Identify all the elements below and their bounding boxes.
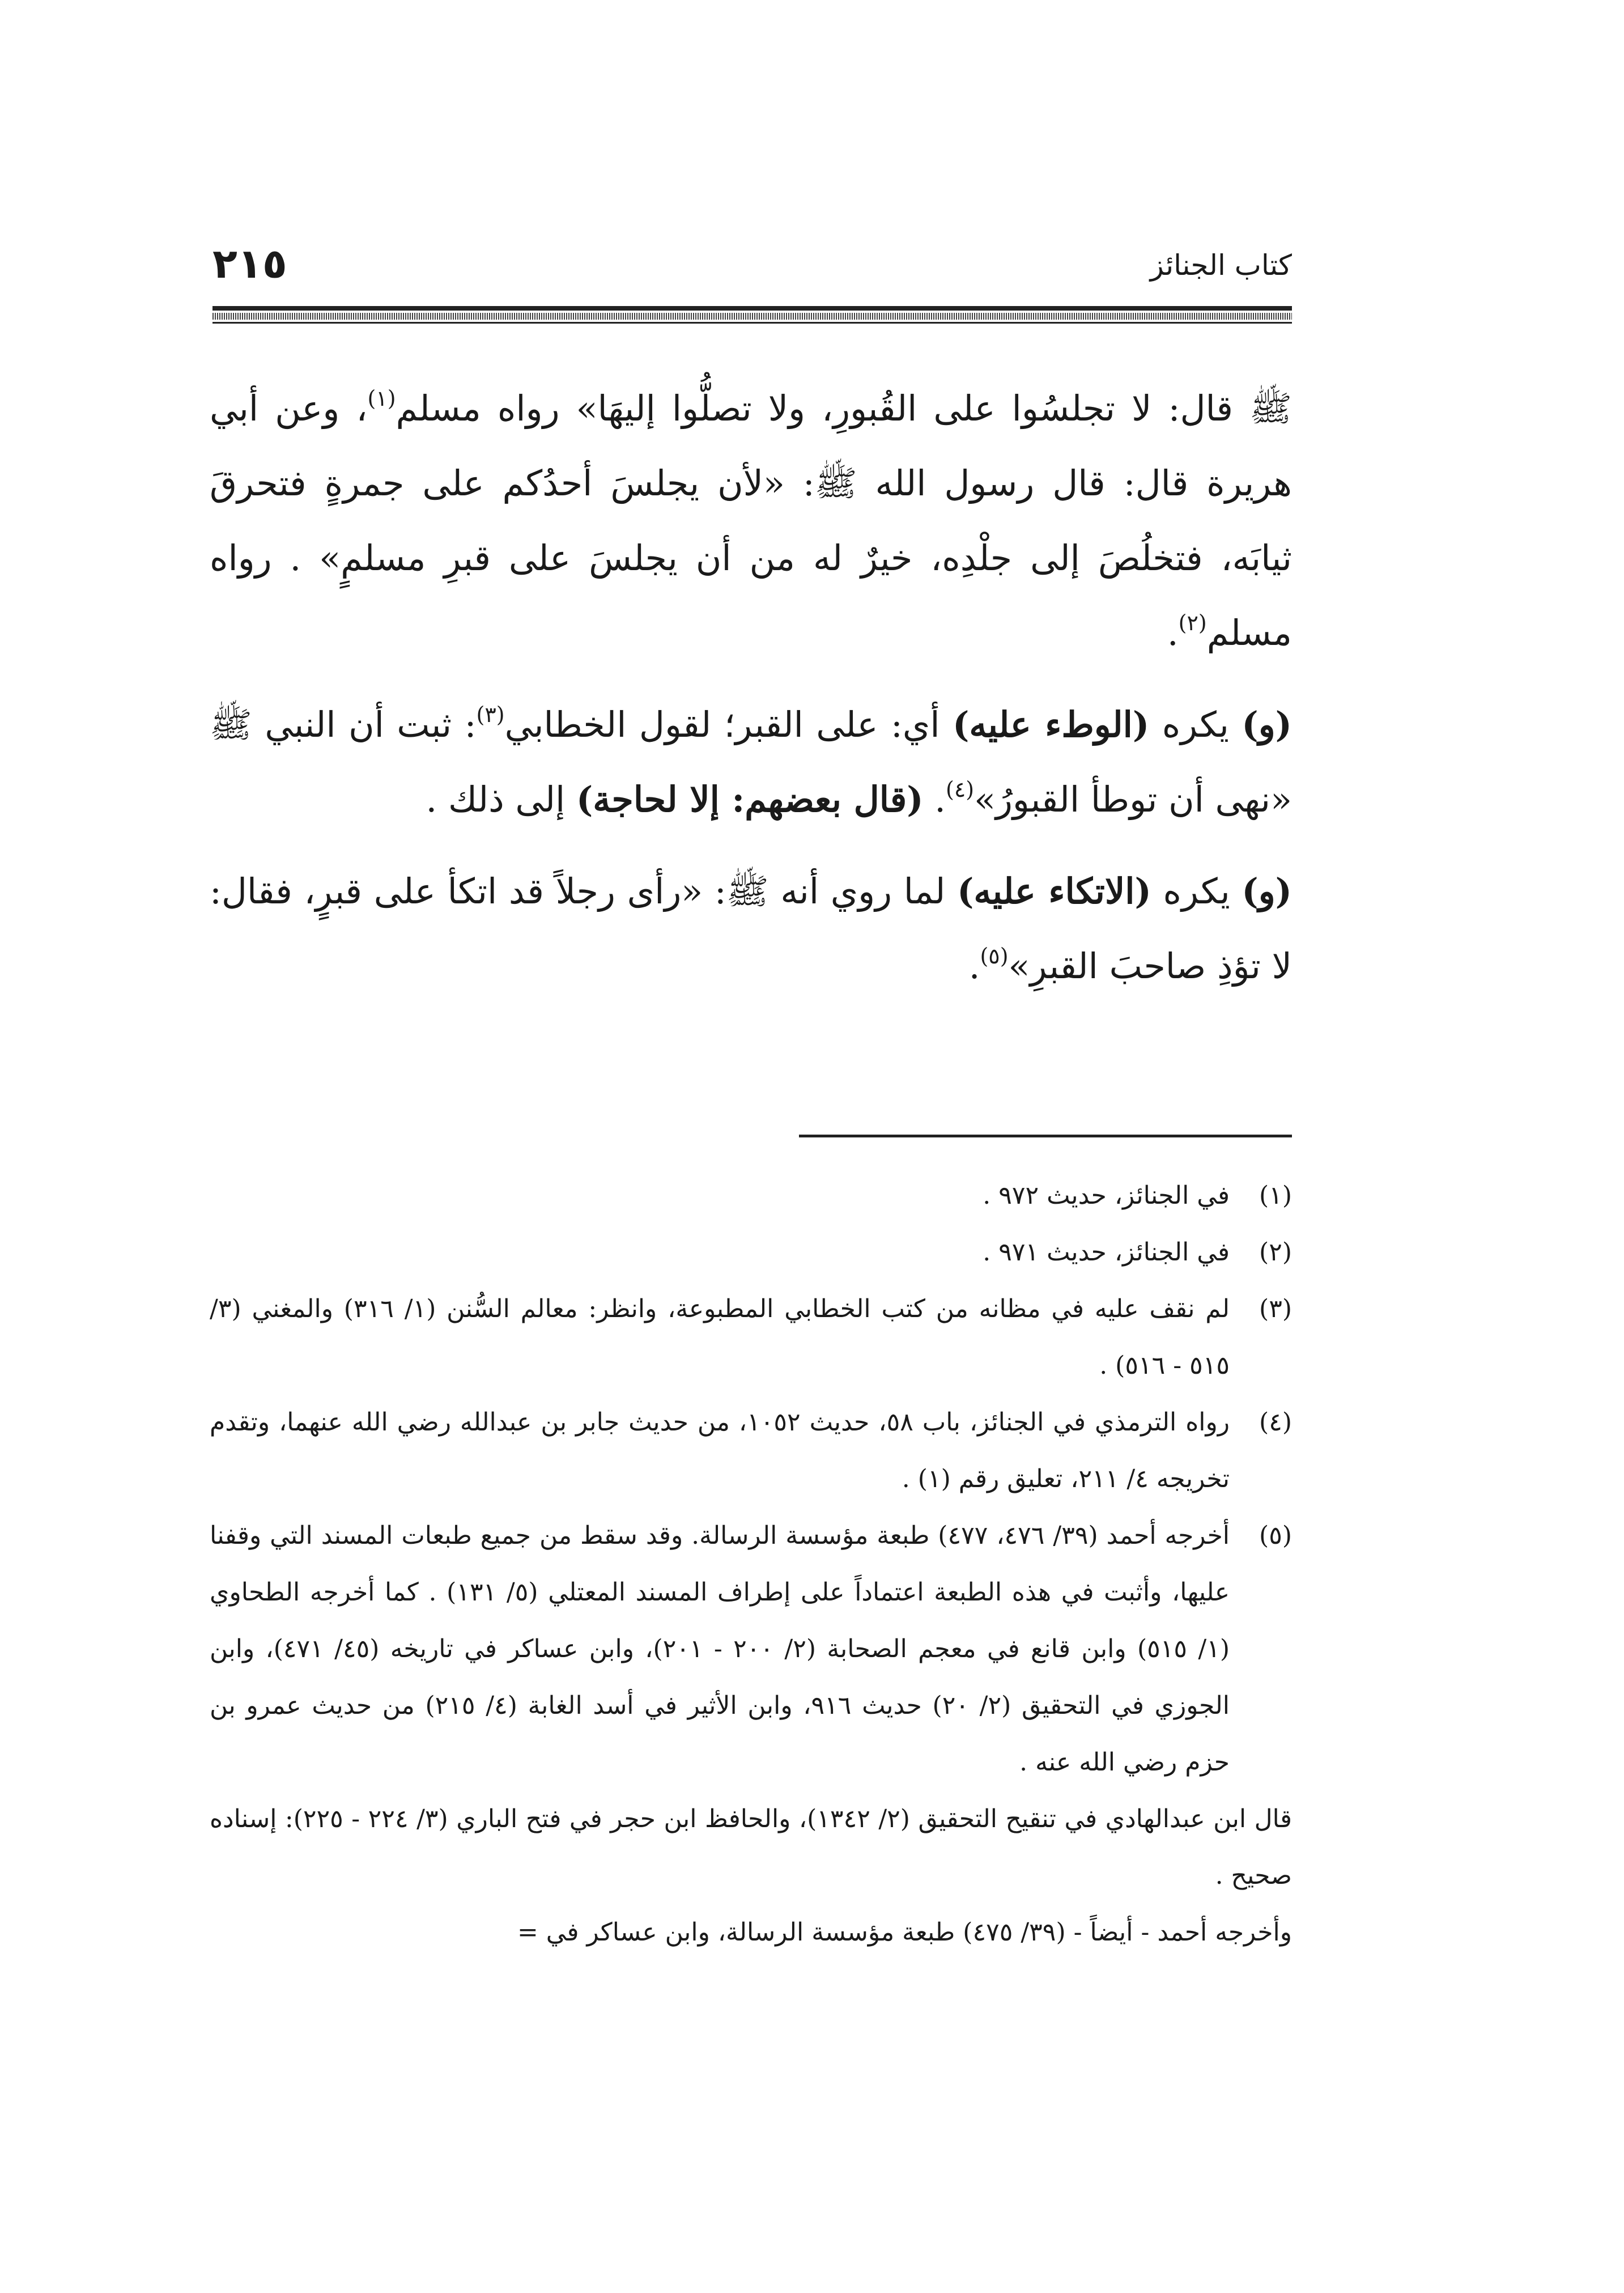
footnote-number: (١) [1259, 1181, 1292, 1210]
footnote-ref[interactable]: (٢) [1178, 610, 1207, 635]
footnote-text: رواه الترمذي في الجنائز، باب ٥٨، حديث ١٠٥٢، من حديث جابر بن عبدالله رضي الله عنهما، وتقدم تخريجه ٤/ ٢١١، تعليق رقم (١) . [210, 1408, 1230, 1493]
footnote-number: (٤) [1259, 1408, 1292, 1437]
footnote-text: في الجنائز، حديث ٩٧٢ . [983, 1181, 1230, 1210]
footnote-number: (٣) [1259, 1294, 1292, 1323]
paragraph-1: ﷺ قال: لا تجلسُوا على القُبورِ، ولا تصلُّوا إليهَا» رواه مسلم$^{(١)}$، وعن أبي هريرة قال: قال رسول الله ﷺ: «لأن يجلسَ أحدُكم على جمرةٍ فتحرقَ ثيابَه، فتخلُصَ إلى جلْدِه، خيرٌ له من أن يجلسَ على قبرِ مسلمٍ» . رواه مسلم$^{(٢)}$. [210, 386, 1293, 653]
header-rule [212, 306, 1292, 324]
footnote-text: في الجنائز، حديث ٩٧١ . [983, 1238, 1230, 1267]
footnote-text: أخرجه أحمد (٣٩/ ٤٧٦، ٤٧٧) طبعة مؤسسة الرسالة. وقد سقط من جميع طبعات المسند التي وقفنا عليها، وأثبت في هذه الطبعة اعتماداً على إطراف المسند المعتلي (٥/ ١٣١) . كما أخرجه الطحاوي (١/ ٥١٥) وابن قانع في معجم الصحابة (٢/ ٢٠٠ - ٢٠١)، وابن عساكر في تاريخه (٤٥/ ٤٧١)، وابن الجوزي في التحقيق (٢/ ٢٠) حديث ٩١٦، وابن الأثير في أسد الغابة (٤/ ٢١٥) من حديث عمرو بن حزم رضي الله عنه . [210, 1521, 1230, 1777]
footnote-number: (٢) [1259, 1238, 1292, 1267]
bold-term: (قال بعضهم: إلا لحاجة) [576, 779, 924, 820]
footnote-ref[interactable]: (٤) [945, 777, 975, 802]
footnote-ref[interactable]: (٣) [476, 702, 505, 727]
footnote-number: (٥) [1259, 1521, 1292, 1550]
bold-term: (الاتكاء عليه) [957, 871, 1151, 912]
footnote-continuation: قال ابن عبدالهادي في تنقيح التحقيق (٢/ ١٣٤٢)، والحافظ ابن حجر في فتح الباري (٣/ ٢٢٤ - ٢٢٥): إسناده صحيح . [210, 1804, 1292, 1890]
footnote-item [210, 1281, 1292, 1394]
footnotes [210, 1167, 1292, 1961]
footnote-ref[interactable]: (٥) [980, 944, 1009, 969]
running-title: كتاب الجنائز [1150, 249, 1292, 282]
footnote-separator [799, 1135, 1292, 1137]
footnote-item [210, 1224, 1292, 1281]
page-number: ٢١٥ [212, 240, 287, 287]
paragraph-3: (و) يكره (الاتكاء عليه) لما روي أنه ﷺ: «رأى رجلاً قد اتكأ على قبرٍ، فقال: لا تؤذِ صاحبَ القبرِ»$^{(٥)}$. [210, 871, 1293, 987]
paragraph-2: (و) يكره (الوطء عليه) أي: على القبر؛ لقول الخطابي$^{(٣)}$: ثبت أن النبي ﷺ «نهى أن توطأ القبورُ»$^{(٤)}$. (قال بعضهم: إلا لحاجة) إلى ذلك . [210, 702, 1292, 820]
footnote-item [210, 1167, 1292, 1224]
footnote-item [210, 1394, 1292, 1508]
bold-term: (الوطء عليه) [953, 704, 1150, 745]
footnote-ref[interactable]: (١) [367, 386, 396, 411]
page-header [212, 238, 1292, 306]
footnote-item [210, 1508, 1292, 1791]
main-text [210, 371, 1292, 1021]
footnote-continuation: وأخرجه أحمد - أيضاً - (٣٩/ ٤٧٥) طبعة مؤسسة الرسالة، وابن عساكر في = [517, 1918, 1292, 1947]
footnote-text: لم نقف عليه في مظانه من كتب الخطابي المطبوعة، وانظر: معالم السُّنن (١/ ٣١٦) والمغني (٣/ ٥١٥ - ٥١٦) . [210, 1294, 1230, 1380]
